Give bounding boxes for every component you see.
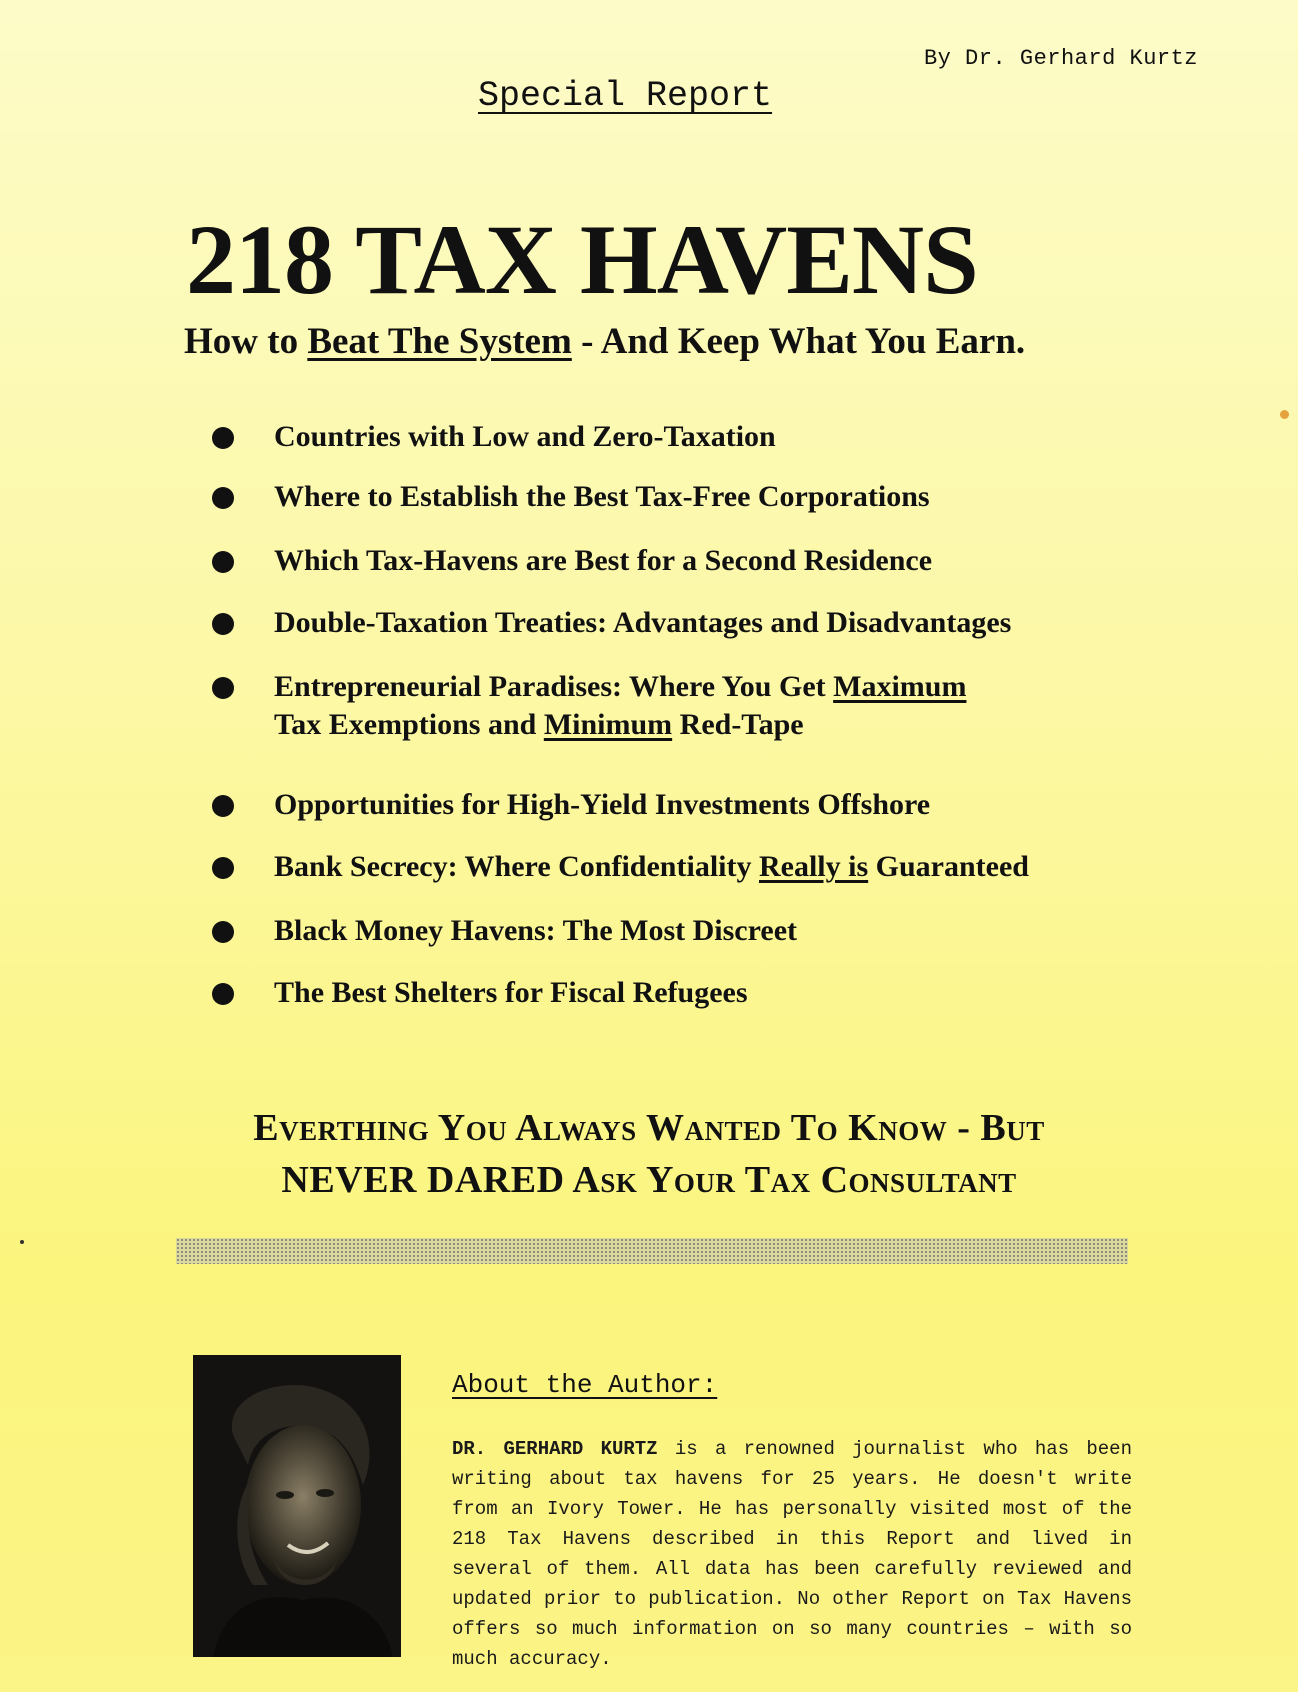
text-segment: Where to Establish the Best Tax-Free Corporations — [274, 480, 930, 513]
bullet-icon — [212, 427, 234, 449]
text-segment: Tax Exemptions and — [274, 708, 544, 741]
list-item-text — [274, 786, 930, 824]
text-segment: Entrepreneurial Paradises: Where You Get — [274, 670, 834, 703]
list-item — [212, 848, 1029, 886]
author-portrait-graphic — [193, 1355, 401, 1657]
author-photo — [193, 1355, 401, 1657]
subtitle-pre: How to — [184, 321, 308, 362]
text-segment: The Best Shelters for Fiscal Refugees — [274, 976, 748, 1009]
bullet-icon — [212, 677, 234, 699]
list-item — [212, 604, 1011, 642]
list-item-text — [274, 912, 797, 950]
list-item — [212, 974, 748, 1012]
byline: By Dr. Gerhard Kurtz — [923, 46, 1198, 71]
headline-line-2 — [0, 1154, 1298, 1206]
text-segment: Opportunities for High-Yield Investments Offshore — [274, 788, 931, 821]
underlined-text: Maximum — [833, 670, 967, 703]
bullet-icon — [212, 551, 234, 573]
list-item — [212, 478, 930, 516]
list-item — [212, 418, 776, 456]
headline-line-1: Everthing You Always Wanted To Know - But — [253, 1107, 1045, 1149]
text-segment: Guaranteed — [868, 850, 1029, 883]
bullet-icon — [212, 921, 234, 943]
list-item-text — [274, 668, 966, 744]
headline-rest: Ask Your Tax Consultant — [564, 1159, 1017, 1201]
bullet-icon — [212, 857, 234, 879]
about-title: About the Author: — [452, 1370, 718, 1400]
text-segment: Black Money Havens: The Most Discreet — [274, 914, 797, 947]
bullet-icon — [212, 613, 234, 635]
paper-speck — [20, 1240, 24, 1244]
text-segment: Red-Tape — [672, 708, 804, 741]
list-item-text — [274, 848, 1029, 886]
bullet-icon — [212, 487, 234, 509]
list-item-text — [274, 478, 930, 516]
page-title: 218 TAX HAVENS — [186, 204, 978, 315]
author-name: DR. GERHARD KURTZ — [452, 1438, 658, 1460]
about-body — [452, 1434, 1132, 1674]
headline-caps: NEVER DARED — [281, 1159, 565, 1201]
special-report-label: Special Report — [478, 76, 773, 116]
text-segment: Bank Secrecy: Where Confidentiality — [274, 850, 759, 883]
list-item-text — [274, 604, 1011, 642]
text-segment: Double-Taxation Treaties: Advantages and Disadvantages — [274, 606, 1012, 639]
list-item — [212, 786, 930, 824]
list-item-text — [274, 418, 776, 456]
underlined-text: Minimum — [543, 708, 673, 741]
list-item — [212, 542, 932, 580]
subtitle-post: - And Keep What You Earn. — [571, 321, 1026, 362]
bullet-icon — [212, 983, 234, 1005]
about-text: is a renowned journalist who has been writing about tax havens for 25 years. He doesn't write from an Ivory Tower. He has personally visited most of the 218 Tax Havens described in this Report and lived in several of them. All data has been carefully reviewed and updated prior to publication. No other Report on Tax Havens offers so much information on so many countries – with so much accuracy. — [452, 1438, 1132, 1670]
text-segment: Which Tax-Havens are Best for a Second Residence — [274, 544, 933, 577]
subtitle-underlined: Beat The System — [307, 321, 572, 362]
underlined-text: Really is — [758, 850, 869, 883]
paper-speck — [1280, 410, 1289, 419]
headline — [0, 1102, 1298, 1206]
list-item-text — [274, 974, 748, 1012]
subtitle — [184, 320, 1025, 363]
bullet-icon — [212, 795, 234, 817]
list-item — [212, 912, 797, 950]
list-item-text — [274, 542, 932, 580]
list-item — [212, 668, 966, 744]
halftone-divider — [176, 1238, 1128, 1264]
text-segment: Countries with Low and Zero-Taxation — [274, 420, 776, 453]
